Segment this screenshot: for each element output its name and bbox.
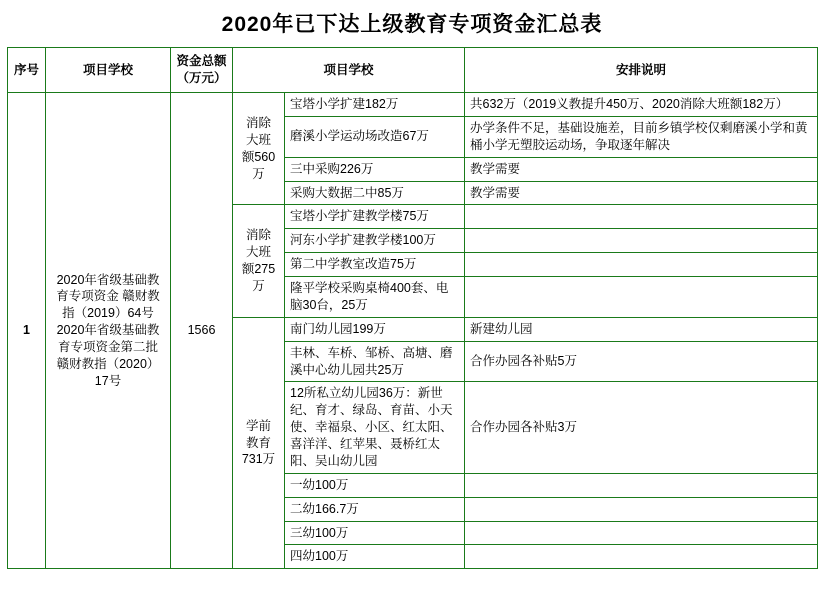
cell-note: 共632万（2019义教提升450万、2020消除大班额182万）	[465, 93, 818, 117]
group-1-line-2: 大班	[245, 132, 271, 147]
cell-note: 新建幼儿园	[465, 317, 818, 341]
group-1-line-3: 额560	[241, 149, 276, 164]
cell-seq: 1	[8, 93, 46, 569]
cell-note: 合作办园各补贴3万	[465, 382, 818, 473]
cell-note	[465, 253, 818, 277]
cell-note	[465, 205, 818, 229]
group-2-line-2: 大班	[245, 245, 271, 260]
cell-item: 南门幼儿园199万	[285, 317, 465, 341]
cell-item: 三幼100万	[285, 521, 465, 545]
cell-note: 教学需要	[465, 181, 818, 205]
column-header-school: 项目学校	[46, 48, 171, 93]
cell-item: 磨溪小学运动场改造67万	[285, 116, 465, 157]
cell-item: 隆平学校采购桌椅400套、电脑30台，25万	[285, 277, 465, 318]
cell-item: 12所私立幼儿园36万：新世纪、育才、绿岛、育苗、小天使、幸福泉、小区、红太阳、喜洋洋、红苹果、聂桥红太阳、吴山幼儿园	[285, 382, 465, 473]
cell-item: 四幼100万	[285, 545, 465, 569]
table-header	[8, 48, 818, 93]
cell-item: 采购大数据二中85万	[285, 181, 465, 205]
school-line-4: 2020年省级基础教	[56, 323, 160, 338]
column-header-note: 安排说明	[465, 48, 818, 93]
group-3-line-3: 731万	[241, 452, 276, 467]
summary-table	[7, 47, 818, 569]
cell-note	[465, 545, 818, 569]
table-row	[8, 93, 818, 117]
group-2-line-3: 额275	[241, 262, 276, 277]
cell-school	[46, 93, 171, 569]
group-3-line-1: 学前	[245, 418, 271, 433]
school-line-5: 育专项资金第二批	[57, 340, 158, 355]
cell-item: 宝塔小学扩建教学楼75万	[285, 205, 465, 229]
cell-group-3	[233, 317, 285, 569]
table-body	[8, 93, 818, 569]
column-header-amount: 资金总额（万元）	[171, 48, 233, 93]
cell-note: 教学需要	[465, 157, 818, 181]
school-line-2: 育专项资金 赣财教	[56, 289, 160, 304]
cell-group-2	[233, 205, 285, 317]
school-line-1: 2020年省级基础教	[56, 272, 160, 287]
cell-note	[465, 277, 818, 318]
cell-item: 第二中学教室改造75万	[285, 253, 465, 277]
cell-note: 办学条件不足，基础设施差，目前乡镇学校仅剩磨溪小学和黄桶小学无塑胶运动场，争取逐年解决	[465, 116, 818, 157]
table-header-row	[8, 48, 818, 93]
school-line-7: 17号	[94, 373, 122, 388]
column-header-item: 项目学校	[233, 48, 465, 93]
cell-group-1	[233, 93, 285, 205]
cell-item: 丰林、车桥、邹桥、高塘、磨溪中心幼儿园共25万	[285, 341, 465, 382]
cell-item: 三中采购226万	[285, 157, 465, 181]
group-1-line-1: 消除	[245, 115, 271, 130]
group-2-line-4: 万	[252, 278, 265, 293]
page-title: 2020年已下达上级教育专项资金汇总表	[221, 13, 603, 36]
cell-item: 二幼166.7万	[285, 497, 465, 521]
group-3-line-2: 教育	[245, 435, 271, 450]
cell-note	[465, 521, 818, 545]
school-line-6: 赣财教指（2020）	[56, 356, 160, 371]
cell-note	[465, 473, 818, 497]
cell-amount: 1566	[171, 93, 233, 569]
group-2-line-1: 消除	[245, 228, 271, 243]
group-1-line-4: 万	[252, 166, 265, 181]
school-line-3: 指（2019）64号	[62, 306, 154, 321]
cell-note	[465, 497, 818, 521]
cell-item: 河东小学扩建教学楼100万	[285, 229, 465, 253]
cell-note	[465, 229, 818, 253]
cell-item: 宝塔小学扩建182万	[285, 93, 465, 117]
cell-note: 合作办园各补贴5万	[465, 341, 818, 382]
cell-item: 一幼100万	[285, 473, 465, 497]
column-header-seq: 序号	[8, 48, 46, 93]
